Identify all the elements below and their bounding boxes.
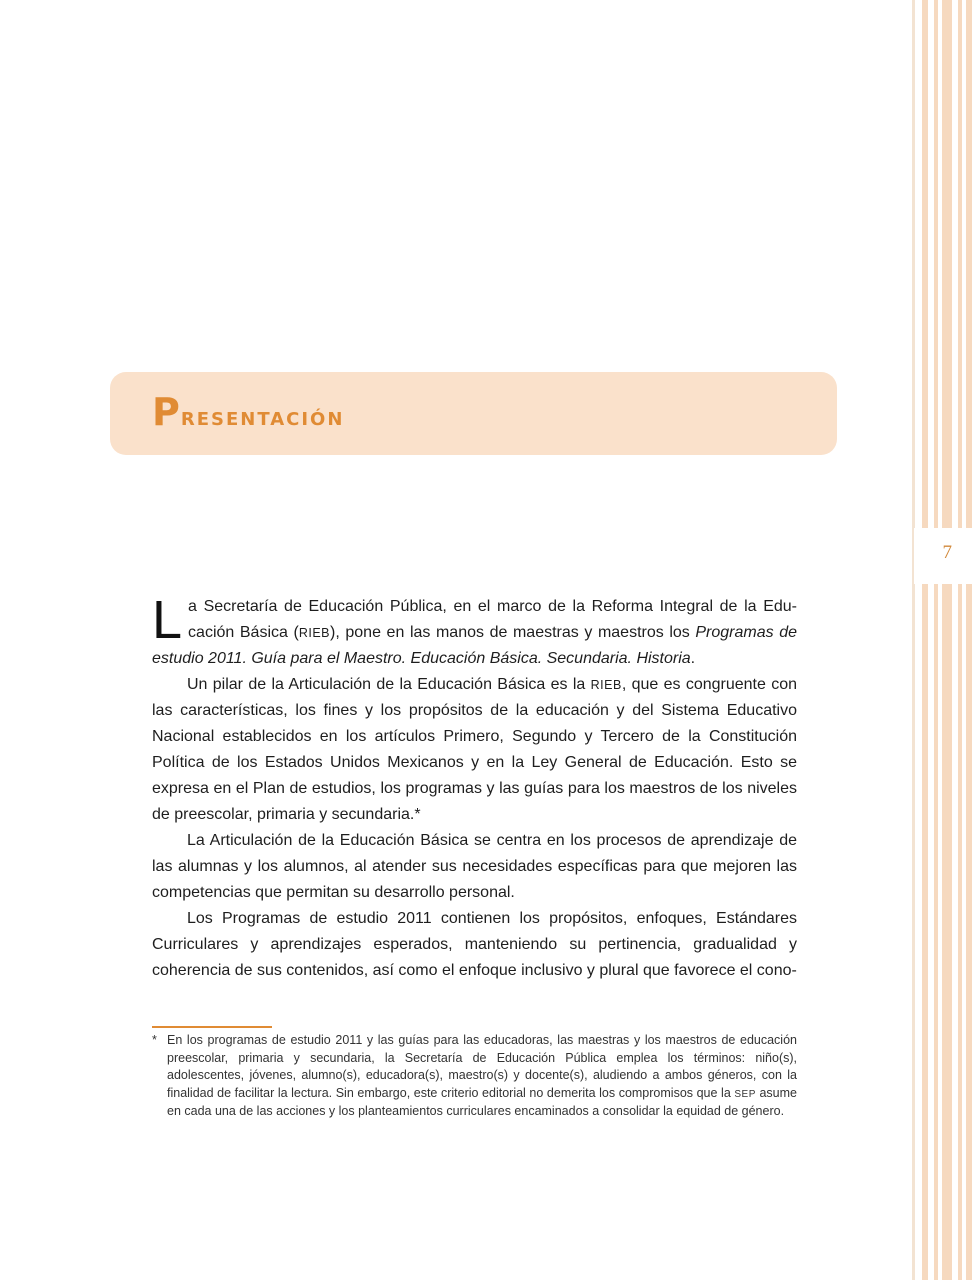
footnote: [152, 1032, 797, 1121]
body-text: [152, 590, 797, 984]
p2-text-a: Un pilar de la Articulación de la Educación Básica es la: [187, 676, 591, 693]
p1-abbr-rieb: RIEB: [298, 626, 331, 640]
p1-text-a: a Secretaría de Educación Pública, en el marco de la Reforma Integral de la Educación Básica (: [188, 598, 797, 641]
section-title-initial: P: [152, 390, 181, 434]
p1-text-b: ), pone en las manos de maestras y maestros los: [330, 624, 696, 641]
p1-italic-title: Programas de estudio 2011. Guía para el Maestro. Educación Básica. Secundaria. Historia: [152, 624, 797, 667]
p2-abbr-rieb: RIEB: [590, 678, 622, 692]
p1-text-c: .: [690, 650, 696, 667]
section-title: [152, 390, 344, 434]
paragraph-2: [152, 672, 797, 828]
section-title-rest: resentación: [180, 402, 345, 431]
footnote-body: [152, 1032, 797, 1121]
p2-text-b: , que es congruente con las características, los fines y los propósitos de la educación y del Sistema Educativo Nacional establecidos en los artículos Primero, Segundo y Tercero de la Constitución Política de los Estados Unidos Mexicanos y en la Ley General de Educación. Esto se expresa en el Plan de estudios, los programas y las guías para los maestros de los niveles de preescolar, primaria y secundaria.*: [152, 676, 797, 823]
paragraph-3: La Articulación de la Educación Básica se centra en los procesos de aprendizaje de las alumnas y los alumnos, al atender sus necesidades específicas para que mejoren las competencias que permitan su desarrollo personal.: [152, 832, 797, 901]
page-number: 7: [942, 542, 952, 563]
footnote-text-b: asume en cada una de las acciones y los planteamientos curriculares encaminados a consolidar la equidad de género.: [167, 1085, 797, 1118]
footnote-mark: *: [152, 1033, 157, 1047]
footnote-rule: [152, 1026, 272, 1028]
footnote-text-a: En los programas de estudio 2011 y las guías para las educadoras, las maestras y los maestros de educación preescolar, primaria y secundaria, la Secretaría de Educación Pública emplea los términos: niño(s), adolescentes, jóvenes, alumno(s), educadora(s), maestro(s) y docente(s), aludiendo a ambos géneros, con la finalidad de facilitar la lectura. Sin embargo, este criterio editorial no demerita los compromisos que la: [167, 1033, 797, 1100]
section-title-band: [110, 372, 837, 455]
decorative-edge-stripes: [912, 0, 972, 1280]
paragraph-1: [152, 590, 797, 672]
paragraph-4: Los Programas de estudio 2011 contienen los propósitos, enfoques, Estándares Curriculares y aprendizajes esperados, manteniendo su pertinencia, gradualidad y coherencia de sus contenidos, así como el enfoque inclusivo y plural que favorece el cono-: [152, 910, 797, 979]
footnote-abbr-sep: SEP: [734, 1088, 756, 1100]
drop-cap: L: [152, 590, 183, 650]
